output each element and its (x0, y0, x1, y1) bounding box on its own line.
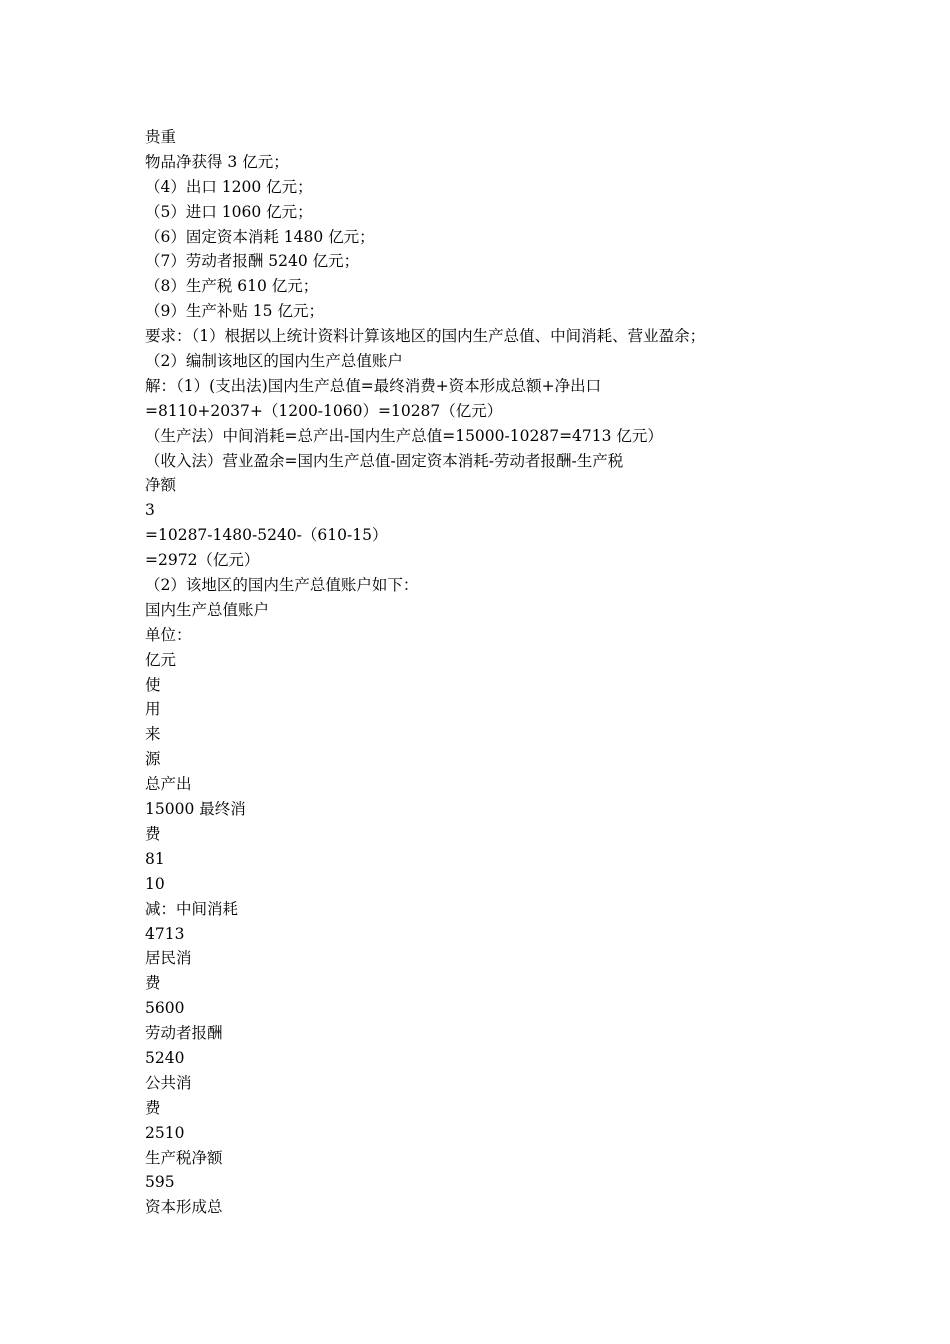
table-cell: 费 (145, 1098, 161, 1117)
text-line: 贵重 (145, 128, 177, 146)
formula-line: =10287-1480-5240-（610-15） (145, 526, 388, 545)
table-cell: 减：中间消耗 (145, 899, 239, 918)
text-line: （4）出口 1200 亿元； (145, 177, 313, 196)
table-cell: 资本形成总 (145, 1198, 223, 1217)
text-line: （8）生产税 610 亿元； (145, 277, 319, 296)
formula-line: （生产法）中间消耗=总产出-国内生产总值=15000-10287=4713 亿元） (145, 426, 663, 445)
table-cell: 居民消 (145, 949, 192, 968)
solution-line: 解：（1）(支出法)国内生产总值=最终消费+资本形成总额+净出口 (145, 376, 602, 395)
text-line: 3 (145, 501, 155, 520)
text-line: 物品净获得 3 亿元； (145, 152, 289, 171)
formula-line: =8110+2037+（1200-1060）=10287（亿元） (145, 401, 503, 420)
document-body (145, 125, 845, 1220)
table-header: 源 (145, 750, 161, 769)
table-cell: 劳动者报酬 (145, 1024, 223, 1043)
unit-label: 单位： (145, 625, 192, 644)
table-cell: 2510 (145, 1123, 185, 1142)
text-line: 净额 (145, 476, 177, 495)
table-cell: 4713 (145, 924, 185, 943)
requirement-line: 要求：（1）根据以上统计资料计算该地区的国内生产总值、中间消耗、营业盈余； (145, 327, 706, 346)
table-cell: 15000 最终消 (145, 800, 246, 819)
text-line: （2）该地区的国内生产总值账户如下： (145, 576, 419, 595)
table-cell: 5600 (145, 999, 185, 1018)
table-cell: 总产出 (145, 775, 192, 794)
table-cell: 费 (145, 974, 161, 993)
table-header: 来 (145, 725, 161, 744)
table-cell: 595 (145, 1173, 175, 1192)
text-line: （6）固定资本消耗 1480 亿元； (145, 227, 375, 246)
table-header: 用 (145, 700, 161, 719)
text-line: （5）进口 1060 亿元； (145, 202, 313, 221)
table-cell: 5240 (145, 1048, 185, 1067)
table-cell: 生产税净额 (145, 1148, 223, 1167)
table-header: 使 (145, 675, 161, 694)
table-cell: 81 (145, 849, 165, 868)
text-line: （9）生产补贴 15 亿元； (145, 302, 324, 321)
table-cell: 10 (145, 874, 165, 893)
table-cell: 公共消 (145, 1073, 192, 1092)
text-line: （7）劳动者报酬 5240 亿元； (145, 252, 360, 271)
formula-line: （收入法）营业盈余=国内生产总值-固定资本消耗-劳动者报酬-生产税 (145, 451, 624, 470)
account-title: 国内生产总值账户 (145, 600, 270, 619)
requirement-line: （2）编制该地区的国内生产总值账户 (145, 352, 403, 371)
formula-line: =2972（亿元） (145, 551, 260, 570)
table-cell: 费 (145, 824, 161, 843)
unit-value: 亿元 (145, 650, 177, 669)
